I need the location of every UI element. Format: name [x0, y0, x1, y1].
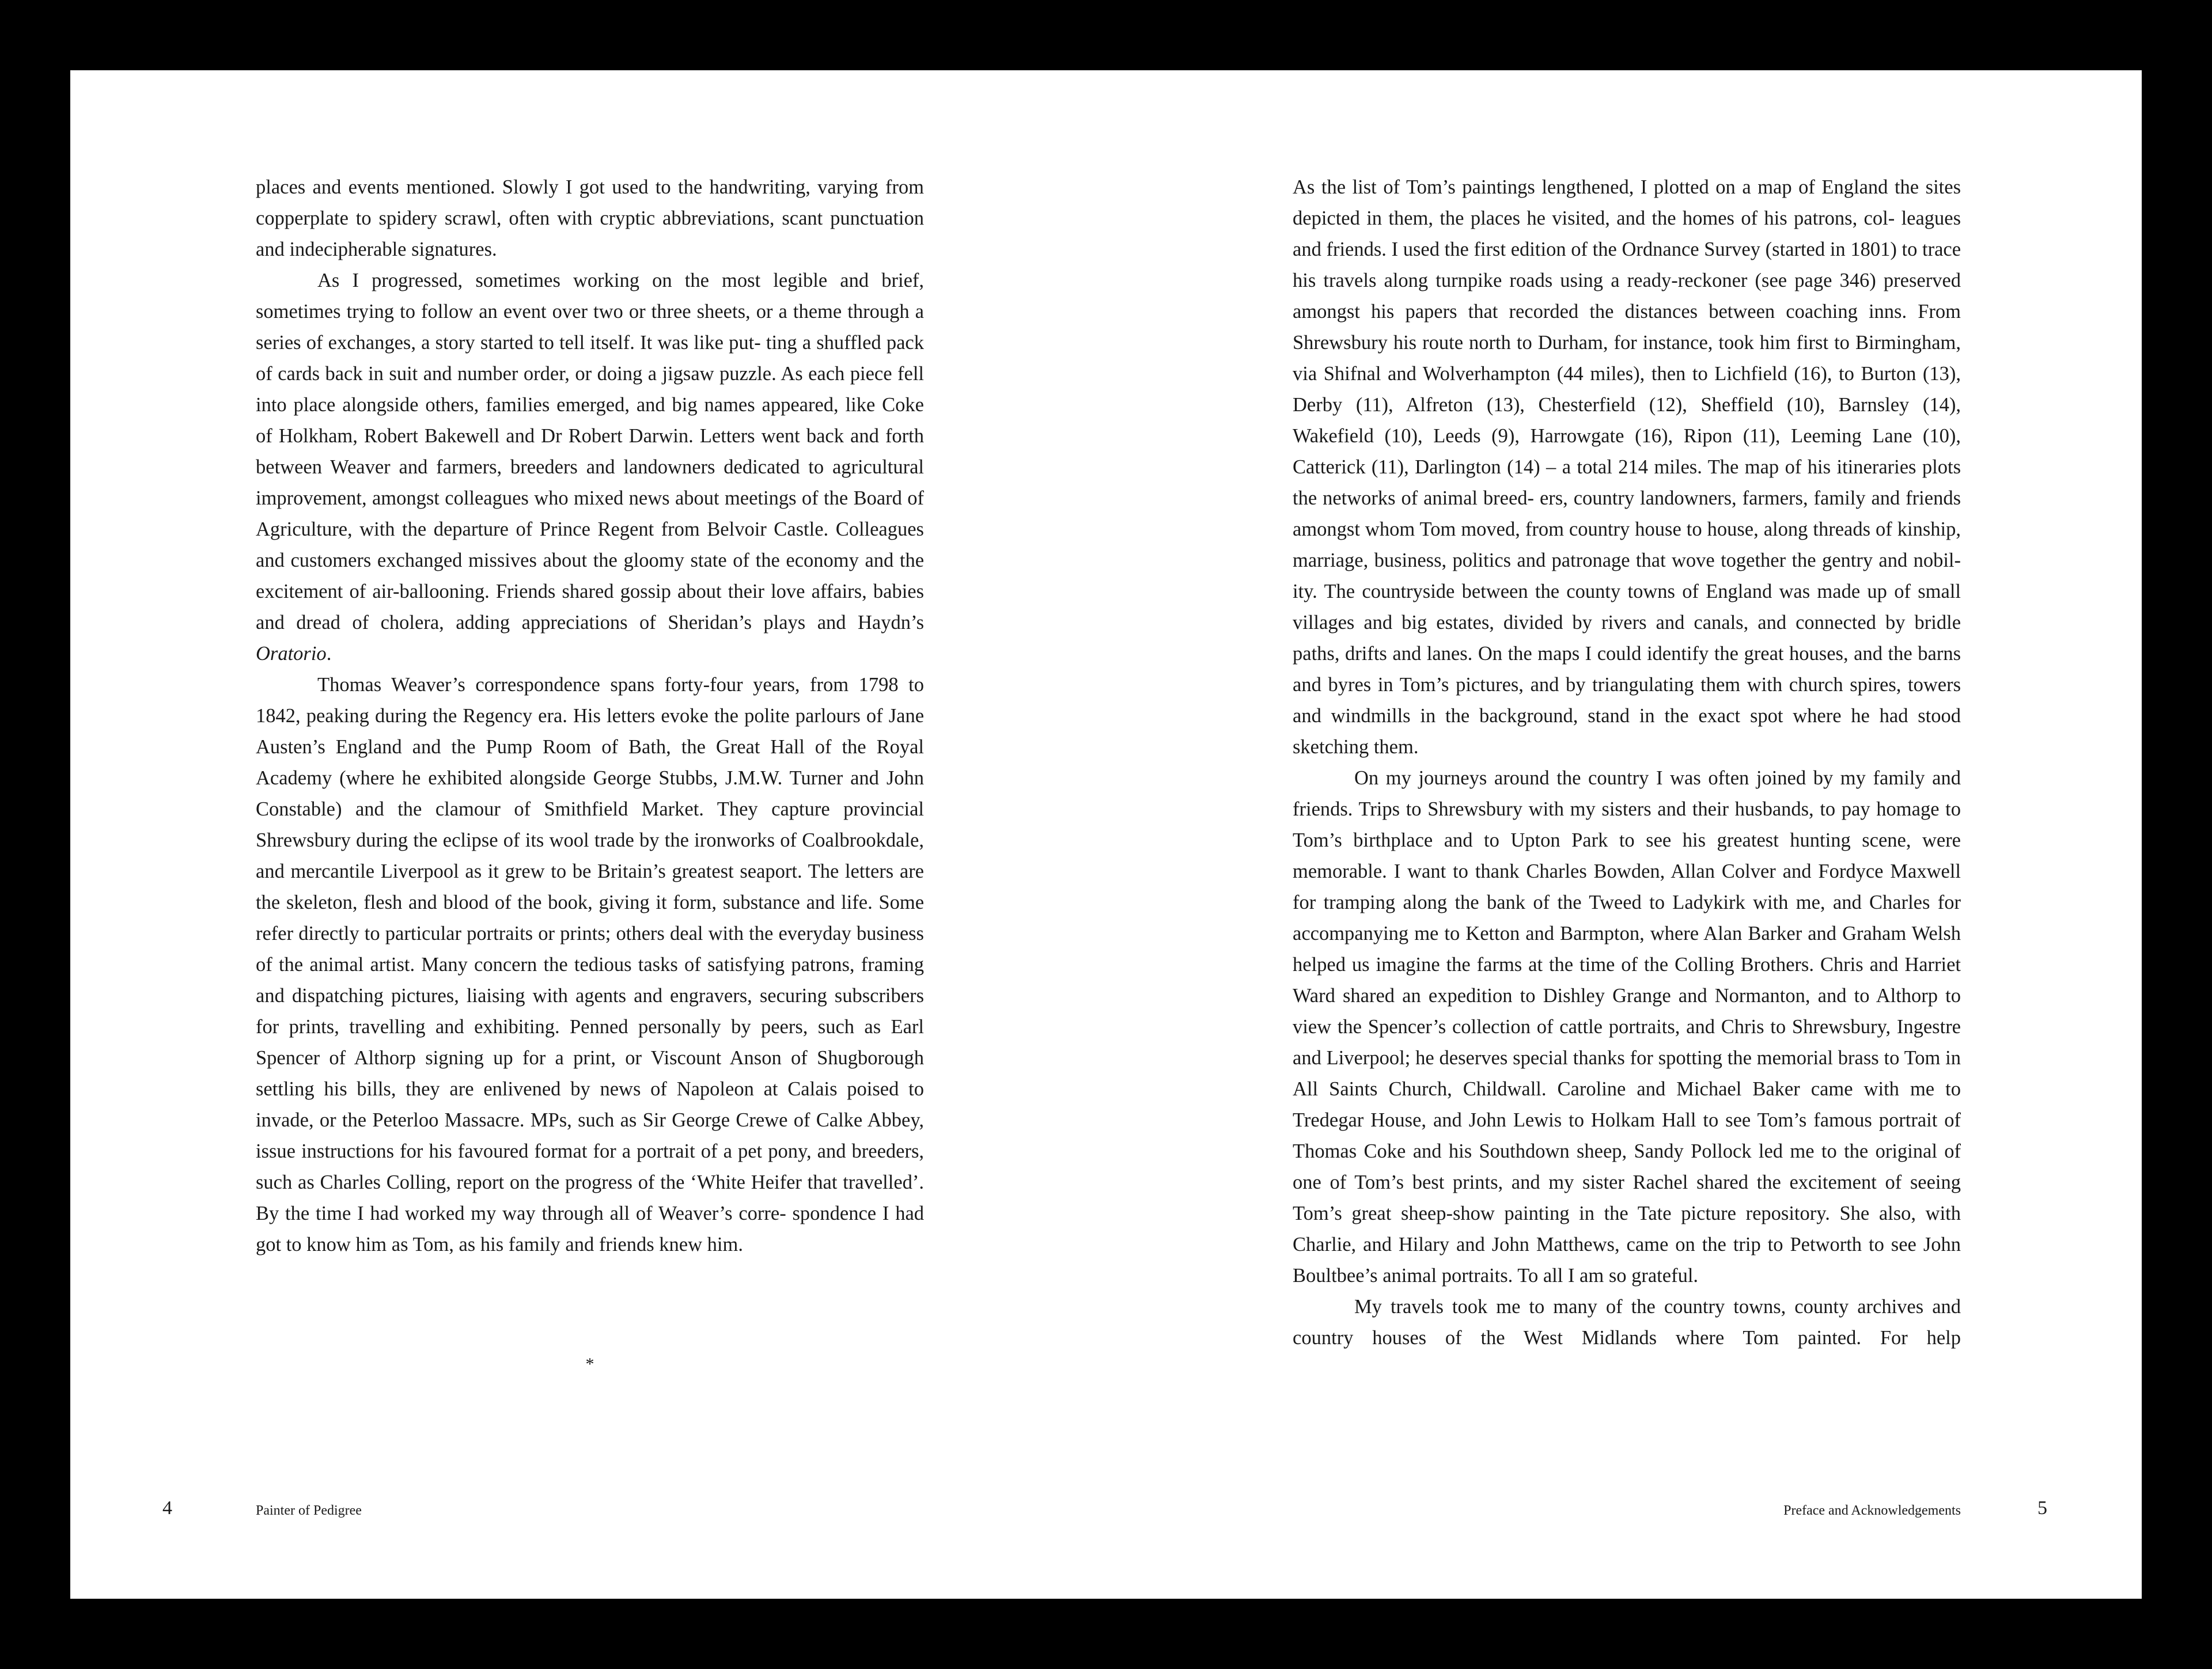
text-line: of Coalbrookdale, and mercantile Liverpool as it grew to be Britain’s greatest — [256, 829, 924, 882]
text-line: spot where he had stood sketching them. — [1293, 705, 1961, 758]
text-line: instructions for his favoured format for a portrait of a pet pony, and breeders, — [301, 1140, 925, 1162]
text-line: Thomas Weaver’s correspondence spans forty-four years, from 1798 to — [317, 674, 924, 696]
text-line: bridle paths, drifts and lanes. On the maps I could identify the great houses, — [1293, 612, 1961, 665]
text-line: Charlie, and Hilary and John Matthews, came on the trip to Petworth to see — [1293, 1234, 1916, 1255]
text-line: babies and dread of cholera, adding appreciations of Sheridan’s plays and — [256, 581, 925, 634]
paragraph — [1293, 172, 1961, 763]
text-line: such as Charles Colling, report on the progress of the ‘White Heifer that — [256, 1171, 838, 1193]
text-line: seaport. The letters are the skeleton, flesh and blood of the book, giving it — [256, 860, 924, 913]
paragraph — [256, 669, 924, 1260]
text-line: Coke and his Southdown sheep, Sandy Pollock led me to the original of one — [1293, 1140, 1961, 1193]
text-line: and John Lewis to Holkam Hall to see Tom’s famous portrait of Thomas — [1293, 1109, 1961, 1162]
text-line: Tom’s great sheep-show painting in the Tate picture repository. She also, with — [1293, 1203, 1961, 1224]
left-page-number: 4 — [162, 1497, 172, 1519]
text-line: 1842, peaking during the Regency era. His letters evoke the polite parlours of — [256, 705, 883, 727]
text-line: colleagues who mixed news about meetings of the Board of Agriculture, — [256, 487, 924, 540]
text-line: Colling Brothers. Chris and Harriet Ward shared an expedition to Dishley — [1293, 954, 1961, 1007]
right-page-number: 5 — [2037, 1497, 2047, 1519]
paragraph — [256, 172, 924, 265]
text-line: form, substance and life. Some refer directly to particular portraits or prints; — [256, 892, 925, 944]
text-line: excitement of air-ballooning. Friends shared gossip about their love affairs, — [256, 581, 867, 602]
text-line: provincial Shrewsbury during the eclipse of its wool trade by the ironworks — [256, 798, 924, 851]
text-line: John Boultbee’s animal portraits. To all I am so grateful. — [1293, 1234, 1961, 1287]
right-running-footer: Preface and Acknowledgements — [1783, 1503, 1961, 1518]
text-line: special thanks for spotting the memorial brass to Tom in All Saints Church, — [1293, 1047, 1961, 1100]
paragraph — [256, 265, 924, 669]
text-line: scene, were memorable. I want to thank Charles Bowden, Allan Colver and — [1293, 829, 1961, 882]
text-line: (12), Sheffield (10), Barnsley (14), Wakefield (10), Leeds (9), Harrowgate — [1293, 394, 1961, 447]
text-line: jigsaw puzzle. As each piece fell into place alongside others, families emerged, — [256, 363, 924, 416]
left-running-footer: Painter of Pedigree — [256, 1503, 362, 1518]
text-line: signing up for a print, or Viscount Anson of Shugborough settling his bills, — [256, 1047, 925, 1100]
text-line: places and events mentioned. Slowly I got used to the handwriting, varying — [256, 176, 878, 198]
text-line: sometimes trying to follow an event over two or three sheets, or a theme — [256, 301, 842, 323]
text-line: and friends. Trips to Shrewsbury with my sisters and their husbands, to pay — [1293, 767, 1961, 820]
text-line: from copperplate to spidery scrawl, often with cryptic abbreviations, scant — [256, 176, 924, 229]
text-line: spondence I had got to know him as Tom, as his family and friends knew him. — [256, 1203, 925, 1255]
text-line: punctuation and indecipherable signatures. — [256, 207, 925, 260]
text-line: they are enlivened by news of Napoleon at Calais poised to invade, or the — [256, 1078, 924, 1131]
text-line: coaching inns. From Shrewsbury his route north to Durham, for instance, — [1293, 301, 1961, 354]
paragraph — [1293, 763, 1961, 1291]
text-line: travelled’. By the time I had worked my way through all of Weaver’s corre- — [256, 1171, 924, 1224]
text-line: leagues and friends. I used the first edition of the Ordnance Survey (started — [1293, 207, 1961, 260]
text-line: Jane Austen’s England and the Pump Room of Bath, the Great Hall of the — [256, 705, 925, 758]
text-line: then to Lichfield (16), to Burton (13), Derby (11), Alfreton (13), Chesterfield — [1293, 363, 1961, 416]
text-line: moved, from country house to house, along threads of kinship, marriage, — [1293, 518, 1961, 571]
text-line: through a series of exchanges, a story started to tell itself. It was like put- — [256, 301, 924, 354]
text-line: customers exchanged missives about the gloomy state of the economy and the — [290, 549, 925, 571]
text-line: Robert Darwin. Letters went back and forth between Weaver and farmers, — [256, 425, 925, 478]
text-line: Royal Academy (where he exhibited alongside George Stubbs, J.M.W. Turner — [256, 736, 925, 789]
text-line: and John Constable) and the clamour of Smithfield Market. They capture — [256, 767, 924, 820]
text-line: and exhibiting. Penned personally by peers, such as Earl Spencer of Althorp — [256, 1016, 925, 1069]
paragraph — [1293, 1291, 1961, 1353]
text-line: me, and Charles for accompanying me to Ketton and Barmpton, where Alan — [1293, 892, 1961, 944]
left-page-body — [256, 172, 924, 1260]
text-line: and country houses of the West Midlands where Tom painted. For help — [1293, 1296, 1961, 1349]
text-line: and the barns and byres in Tom’s pictures, and by triangulating them with — [1293, 643, 1961, 696]
text-line: cattle portraits, and Chris to Shrewsbury, Ingestre and Liverpool; he deserves — [1293, 1016, 1961, 1069]
section-break: * — [585, 1355, 594, 1374]
text-line: Grange and Normanton, and to Althorp to view the Spencer’s collection of — [1293, 985, 1961, 1038]
text-line: church spires, towers and windmills in the background, stand in the exact — [1293, 674, 1961, 727]
text-line: ting a shuffled pack of cards back in suit and number order, or doing a — [256, 332, 924, 385]
text-line: ers, country landowners, farmers, family and friends amongst whom Tom — [1293, 487, 1961, 540]
italic-title: Oratorio — [256, 643, 327, 665]
text-line: On my journeys around the country I was often joined by my family — [1354, 767, 1925, 789]
text-line: Barker and Graham Welsh helped us imagine the farms at the time of the — [1293, 923, 1961, 976]
text-line: sites depicted in them, the places he visited, and the homes of his patrons, col- — [1293, 176, 1961, 229]
text-line: took him first to Birmingham, via Shifnal and Wolverhampton (44 miles), — [1293, 332, 1961, 385]
text-line: with the departure of Prince Regent from Belvoir Castle. Colleagues and — [256, 518, 924, 571]
text-line: and big names appeared, like Coke of Holkham, Robert Bakewell and Dr — [256, 394, 924, 447]
text-line: others deal with the everyday business of the animal artist. Many concern — [256, 923, 924, 976]
text-line: liaising with agents and engravers, securing subscribers for prints, travelling — [256, 985, 924, 1038]
text-line: As the list of Tom’s paintings lengthened, I plotted on a map of England the — [1293, 176, 1919, 198]
text-line: breeders and landowners dedicated to agricultural improvement, amongst — [256, 456, 924, 509]
text-line: total 214 miles. The map of his itineraries plots the networks of animal breed- — [1293, 456, 1961, 509]
text-line: Fordyce Maxwell for tramping along the bank of the Tweed to Ladykirk with — [1293, 860, 1961, 913]
text-line: homage to Tom’s birthplace and to Upton Park to see his greatest hunting — [1293, 798, 1961, 851]
text-line: small villages and big estates, divided by rivers and canals, and connected by — [1293, 581, 1961, 634]
text-line: business, politics and patronage that wove together the gentry and nobil- — [1374, 549, 1961, 571]
text-line: ity. The countryside between the county towns of England was made up of — [1293, 581, 1911, 602]
text-line: in 1801) to trace his travels along turnpike roads using a ready-reckoner (see — [1293, 238, 1961, 291]
right-page-body — [1293, 172, 1961, 1353]
text-line: the tedious tasks of satisfying patrons, framing and dispatching pictures, — [256, 954, 925, 1007]
text-line: Peterloo Massacre. MPs, such as Sir George Crewe of Calke Abbey, issue — [256, 1109, 925, 1162]
text-line: page 346) preserved amongst his papers that recorded the distances between — [1293, 270, 1961, 323]
book-spread — [70, 70, 2142, 1599]
text-line: . — [326, 643, 332, 665]
text-line: of Tom’s best prints, and my sister Rachel shared the excitement of seeing — [1330, 1171, 1961, 1193]
text-line: Haydn’s — [858, 612, 924, 634]
text-line: My travels took me to many of the country towns, county archives — [1354, 1296, 1924, 1318]
text-line: (16), Ripon (11), Leeming Lane (10), Catterick (11), Darlington (14) – a — [1293, 425, 1961, 478]
text-line: Childwall. Caroline and Michael Baker came with me to Tredegar House, — [1293, 1078, 1961, 1131]
text-line: As I progressed, sometimes working on the most legible and brief, — [317, 270, 924, 291]
